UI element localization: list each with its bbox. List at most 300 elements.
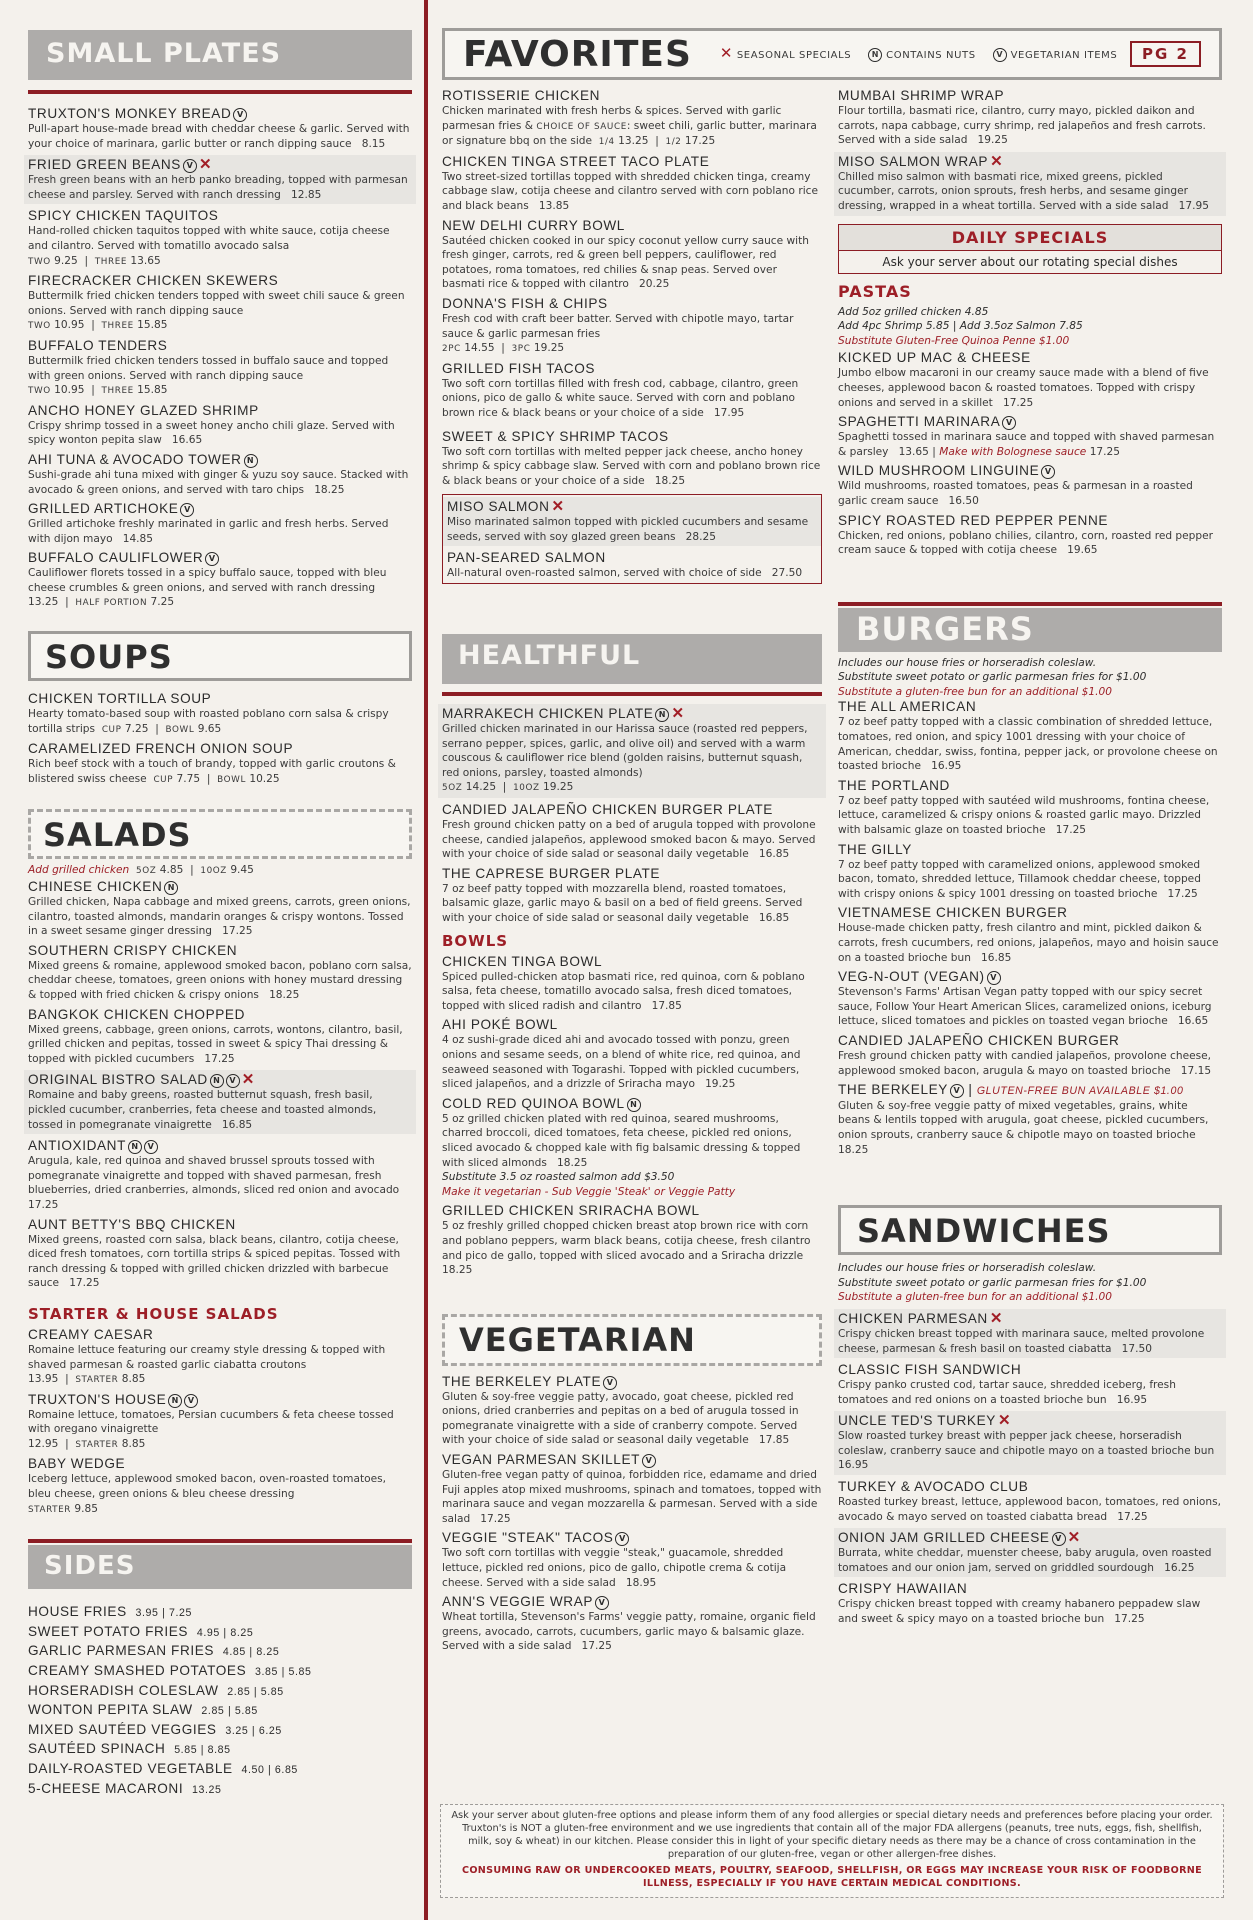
- vegetarian-icon: V: [987, 971, 1001, 985]
- menu-text: MIXED SAUTÉED VEGGIES: [28, 1721, 217, 1737]
- menu-item: [442, 866, 822, 926]
- highlight-row: [834, 1309, 1226, 1358]
- menu-item: [28, 1456, 412, 1517]
- menu-text: 13.25: [28, 596, 59, 609]
- menu-text: 18.25: [269, 989, 300, 1001]
- menu-text: Sushi-grade ahi tuna mixed with ginger & yuzu soy sauce. Stacked with avocado & green onions, and served with taro chips: [28, 468, 409, 496]
- menu-text: Chicken marinated with fresh herbs & spices. Served with garlic parmesan fries &: [442, 105, 782, 132]
- menu-text: SEASONAL SPECIALS: [736, 49, 852, 61]
- menu-item: [442, 218, 822, 292]
- menu-text: Grilled chicken, Napa cabbage and mixed greens, carrots, green onions, cilantro, toasted almonds, mandarin oranges & crispy wontons. Tossed in a sweet sesame ginger dressing: [28, 896, 411, 938]
- item-description: [838, 715, 1222, 773]
- menu-text: 3.85 | 5.85: [255, 1666, 312, 1679]
- item-description: [838, 1546, 1222, 1575]
- menu-text: TWO: [28, 321, 51, 332]
- item-name: [28, 1682, 412, 1702]
- item-name: [838, 463, 1222, 479]
- menu-text: 10.95: [54, 319, 85, 332]
- menu-text: VEGGIE "STEAK" TACOS: [442, 1530, 614, 1546]
- item-name: [442, 1096, 822, 1112]
- item-description: [28, 1023, 412, 1067]
- menu-text: Substitute 3.5 oz roasted salmon add $3.50: [442, 1171, 675, 1184]
- nuts-icon: N: [627, 1098, 641, 1112]
- menu-text: Miso marinated salmon topped with pickled cucumbers and sesame seeds, served with soy glazed green beans: [447, 516, 809, 543]
- menu-text: SWEET & SPICY SHRIMP TACOS: [442, 428, 669, 444]
- menu-text: 1/2: [665, 137, 682, 148]
- item-description: [838, 529, 1222, 558]
- menu-text: Includes our house fries or horseradish coleslaw.: [838, 1262, 1097, 1275]
- item-description: [442, 1112, 822, 1170]
- menu-text: COLD RED QUINOA BOWL: [442, 1095, 625, 1111]
- menu-text: 8.85: [121, 1437, 146, 1450]
- menu-text: 2.85 | 5.85: [201, 1705, 258, 1718]
- daily-specials-text: Ask your server about our rotating special dishes: [839, 250, 1221, 273]
- menu-text: Romaine and baby greens, roasted butternut squash, fresh basil, pickled cucumber, cranberries, feta cheese and toasted almonds, tossed in pomegranate vinaigrette: [28, 1089, 377, 1131]
- item-description: [28, 122, 412, 151]
- menu-item: [28, 741, 412, 787]
- item-name: [28, 1392, 412, 1408]
- item-name: [28, 1072, 412, 1088]
- menu-text: 19.65: [1067, 544, 1098, 557]
- item-description: [442, 1468, 822, 1526]
- menu-text: BURGERS: [856, 609, 1034, 648]
- menu-text: GRILLED CHICKEN SRIRACHA BOWL: [442, 1203, 700, 1219]
- menu-text: Mixed greens & romaine, applewood smoked bacon, poblano corn salsa, cheddar cheese, tomatoes, green onions with honey mustard dressing & topped with fried chicken & crispy onions: [28, 959, 412, 1001]
- daily-specials-box: [838, 224, 1222, 274]
- item-description: [838, 921, 1222, 965]
- menu-text: 4.85: [159, 864, 184, 877]
- item-name: [28, 1780, 412, 1800]
- item-description: [442, 1610, 822, 1654]
- item-description: [838, 366, 1222, 410]
- menu-text: 17.25: [1089, 445, 1121, 458]
- menu-text: 18.25: [314, 483, 345, 496]
- small-plates-header: [28, 30, 412, 80]
- menu-text: 12.95: [28, 1437, 59, 1450]
- menu-text: 14.85: [122, 532, 154, 545]
- menu-text: CANDIED JALAPEÑO CHICKEN BURGER: [838, 1032, 1120, 1048]
- menu-text: Includes our house fries or horseradish coleslaw.: [838, 656, 1097, 669]
- menu-text: 16.85: [758, 848, 790, 861]
- sandwiches-header: [838, 1205, 1222, 1255]
- seasonal-icon: ✕: [719, 43, 734, 62]
- right-column: [838, 0, 1222, 1631]
- highlight-row: [834, 1528, 1226, 1577]
- menu-text: 17.95: [713, 406, 745, 419]
- menu-text: VEGETARIAN ITEMS: [1010, 49, 1118, 61]
- menu-text: VEG-N-OUT (VEGAN): [838, 969, 985, 985]
- vegetarian-icon: V: [144, 1140, 158, 1154]
- favorites-list: [442, 88, 822, 584]
- item-description: TWO 10.95 | THREE 15.85: [28, 384, 168, 397]
- menu-text: UNCLE TED'S TURKEY: [838, 1413, 996, 1429]
- nuts-icon: N: [655, 708, 669, 722]
- item-name: [28, 1623, 412, 1643]
- menu-text: 3.95 | 7.25: [135, 1607, 192, 1620]
- nuts-icon: N: [868, 48, 882, 62]
- item-name: [838, 1413, 1222, 1429]
- item-name: [442, 1452, 822, 1468]
- menu-text: CHICKEN TINGA BOWL: [442, 953, 603, 969]
- menu-text: CONSUMING RAW OR UNDERCOOKED MEATS, POULTRY, SEAFOOD, SHELLFISH, OR EGGS MAY INCREASE YOUR RISK OF FOODBORNE ILLNESS, ESPECIALLY IF YOU HAVE CERTAIN MEDICAL CONDITIONS.: [462, 1865, 1202, 1889]
- menu-item: [28, 943, 412, 1003]
- item-description: [442, 445, 822, 489]
- menu-text: Chilled miso salmon with basmati rice, mixed greens, pickled cucumber, carrots, onion sprouts, fresh herbs, and sesame ginger dressing, wrapped in a wheat tortilla. Served with a side salad: [838, 170, 1188, 212]
- item-description: [838, 1049, 1222, 1078]
- item-description: [447, 515, 817, 544]
- starter-header: STARTER & HOUSE SALADS: [28, 1304, 279, 1323]
- menu-text: SOUTHERN CRISPY CHICKEN: [28, 942, 238, 958]
- menu-text: Arugula, kale, red quinoa and shaved brussel sprouts tossed with pomegranate vinaigrette and topped with shaved parmesan, fresh blueberries, dried cranberries, almonds, sliced red onion and avocado: [28, 1155, 400, 1197]
- menu-text: FIRECRACKER CHICKEN SKEWERS: [28, 273, 279, 289]
- item-description: 12.95 | STARTER 8.85: [28, 1437, 146, 1450]
- menu-item: [838, 842, 1222, 902]
- menu-text: Chicken, red onions, poblano chilies, cilantro, corn, roasted red pepper cream sauce & topped with cotija cheese: [838, 529, 1214, 557]
- item-description: [28, 468, 412, 497]
- menu-text: 16.85: [221, 1118, 253, 1131]
- menu-text: 13.25: [192, 1783, 222, 1796]
- menu-text: 8.85: [121, 1373, 146, 1386]
- menu-text: Crispy panko crusted cod, tartar sauce, shredded iceberg, fresh tomatoes and red onions on a toasted brioche bun: [838, 1379, 1176, 1406]
- menu-text: Romaine lettuce, tomatoes, Persian cucumbers & feta cheese tossed with oregano vinaigrette: [28, 1408, 394, 1436]
- menu-text: Cauliflower florets tossed in a spicy buffalo sauce, topped with bleu cheese crumbles & green onions, and served with ranch dressing: [28, 567, 387, 594]
- sandwiches-list: [838, 1261, 1222, 1627]
- vegetarian-header: [442, 1314, 822, 1366]
- menu-item: [838, 414, 1222, 459]
- menu-text: AHI POKÉ BOWL: [442, 1017, 558, 1033]
- item-name: [838, 969, 1222, 985]
- menu-text: Substitute sweet potato or garlic parmesan fries for $1.00: [838, 1276, 1147, 1289]
- vegetarian-icon: V: [184, 1394, 198, 1408]
- item-name: [442, 706, 822, 722]
- menu-item: [838, 350, 1222, 410]
- menu-item: [838, 88, 1222, 148]
- menu-text: 16.65: [171, 434, 203, 447]
- menu-text: 7 oz beef patty topped with caramelized onions, applewood smoked bacon, tomato, shredded lettuce, Tillamook cheddar cheese, topped with crispy onions & spicy 1001 dressing on toasted brioche: [838, 858, 1201, 900]
- menu-text: 4.95 | 8.25: [196, 1626, 254, 1639]
- menu-item: [442, 361, 822, 421]
- menu-text: SIDES: [44, 1551, 136, 1582]
- vegetarian-icon: V: [993, 48, 1007, 62]
- menu-text: Iceberg lettuce, applewood smoked bacon, oven-roasted tomatoes, bleu cheese, green onions & bleu cheese dressing: [28, 1473, 386, 1501]
- menu-item: [442, 1096, 822, 1200]
- menu-item: [838, 905, 1222, 965]
- menu-text: THE BERKELEY: [838, 1082, 948, 1098]
- menu-text: 17.25: [1114, 1613, 1145, 1626]
- item-name: [28, 106, 412, 122]
- bowls-header: BOWLS: [442, 931, 509, 950]
- menu-text: 17.25: [1002, 396, 1034, 409]
- menu-item: [838, 1362, 1222, 1407]
- menu-text: VEGETARIAN: [459, 1320, 696, 1359]
- menu-text: ONION JAM GRILLED CHEESE: [838, 1530, 1050, 1546]
- pastas-header: PASTAS: [838, 281, 912, 301]
- menu-text: HALF PORTION: [75, 598, 148, 609]
- middle-column: [442, 0, 822, 1658]
- menu-text: 8.15: [361, 137, 386, 150]
- menu-text: 17.85: [651, 999, 682, 1012]
- menu-text: Grilled artichoke freshly marinated in garlic and fresh herbs. Served with dijon mayo: [28, 518, 389, 545]
- menu-text: 19.25: [543, 781, 574, 794]
- menu-text: Rich beef stock with a touch of brandy, topped with garlic croutons & blistered swiss cheese: [28, 758, 396, 785]
- menu-text: 19.25: [977, 134, 1008, 147]
- item-description: [28, 959, 412, 1003]
- sides-header: [28, 1545, 412, 1589]
- menu-text: 17.25: [581, 1640, 612, 1653]
- item-name: THE BERKELEY V | GLUTEN-FREE BUN AVAILABLE $1.00: [838, 1082, 1184, 1098]
- menu-text: Add grilled chicken: [28, 864, 130, 877]
- menu-text: Substitute a gluten-free bun for an additional $1.00: [838, 1291, 1112, 1304]
- menu-text: THE ALL AMERICAN: [838, 699, 977, 715]
- item-name: [442, 1374, 822, 1390]
- red-bar: [28, 90, 412, 94]
- menu-text: 1/4: [598, 137, 615, 148]
- menu-text: Hearty tomato-based soup with roasted poblano corn salsa & crispy tortilla strips: [28, 708, 389, 735]
- menu-text: 13.65: [898, 445, 929, 458]
- menu-text: 13.95: [28, 1373, 59, 1386]
- item-description: [442, 1033, 822, 1091]
- highlight-row: [24, 1070, 416, 1134]
- menu-text: CHINESE CHICKEN: [28, 879, 163, 895]
- menu-text: CREAMY SMASHED POTATOES: [28, 1663, 247, 1679]
- menu-text: Fresh green beans with an herb panko breading, topped with parmesan cheese and parsley. Served with ranch dressing: [28, 174, 408, 201]
- menu-text: Sautéed chicken cooked in our spicy coconut yellow curry sauce with fresh ginger, carrots, red & green bell peppers, cauliflower, red potatoes, roma tomatoes, red chilies & snap peas. Served over basmati rice & topped with cilantro: [442, 234, 809, 291]
- pastas-list: [838, 305, 1222, 558]
- menu-text: SOUPS: [45, 638, 173, 677]
- vegetarian-icon: V: [595, 1596, 609, 1610]
- menu-text: 17.25: [1117, 1510, 1148, 1523]
- menu-text: 14.25: [465, 781, 497, 794]
- menu-text: Fresh cod with craft beer batter. Served with chipotle mayo, tartar sauce & garlic parmesan fries: [442, 312, 794, 340]
- menu-item: [28, 879, 412, 939]
- menu-text: BABY WEDGE: [28, 1456, 126, 1472]
- menu-text: 7 oz beef patty topped with sautéed wild mushrooms, fontina cheese, lettuce, caramelized & crispy onions & roasted garlic mayo. Drizzled with balsamic glaze on toasted brioche: [838, 794, 1210, 837]
- item-name: [28, 879, 412, 895]
- menu-item: [442, 429, 822, 489]
- vegetarian-icon: V: [205, 552, 219, 566]
- item-name: [442, 1530, 822, 1546]
- item-name: [28, 157, 412, 173]
- menu-text: Mixed greens, roasted corn salsa, black beans, cilantro, cotija cheese, diced fresh tomatoes, corn tortilla strips & spiced pepitas. Tossed with ranch dressing & topped with grilled chicken drizzled with barbecue sauce: [28, 1233, 401, 1290]
- menu-item: [442, 802, 822, 862]
- menu-text: GRILLED FISH TACOS: [442, 360, 596, 376]
- item-description: [28, 1088, 412, 1132]
- item-description: Chicken marinated with fresh herbs & spices. Served with garlic parmesan fries & CHOICE OF SAUCE: sweet chili, garlic butter, marinara or signature bbq on the side 1/4 13.25 | 1/2 17.25: [442, 105, 817, 148]
- sides-list: [28, 1603, 412, 1799]
- menu-text: CREAMY CAESAR: [28, 1326, 154, 1342]
- item-description: [28, 1154, 412, 1212]
- menu-text: CHOICE OF SAUCE: [536, 121, 627, 132]
- menu-text: NEW DELHI CURRY BOWL: [442, 217, 625, 233]
- menu-text: 20.25: [638, 278, 670, 291]
- seasonal-icon: ✕: [1067, 1529, 1081, 1547]
- menu-item: [28, 1217, 412, 1291]
- menu-text: Fresh ground chicken patty on a bed of arugula topped with provolone cheese, candied jalapeños, applewood smoked bacon & mayo. Served with your choice of side salad or seasonal daily vegetable: [442, 819, 816, 861]
- seasonal-icon: ✕: [241, 1071, 255, 1089]
- page-number: PG 2: [1130, 41, 1201, 67]
- menu-item: [28, 501, 412, 546]
- menu-text: Two soft corn tortillas with veggie "steak," guacamole, shredded lettuce, pickled red onions, pico de gallo, chipotle crema & cotija cheese. Served with a side salad: [442, 1547, 787, 1589]
- item-description: [28, 1233, 412, 1291]
- menu-text: THREE: [101, 386, 134, 397]
- menu-item: [442, 1017, 822, 1091]
- menu-text: 17.25: [1055, 824, 1087, 837]
- menu-text: : sweet chili, garlic butter, marinara or signature bbq on the side: [442, 119, 817, 148]
- menu-text: 12.85: [291, 188, 322, 201]
- menu-text: Fresh ground chicken patty with candied jalapeños, provolone cheese, applewood smoked bacon, arugula & mayo on toasted brioche: [838, 1049, 1212, 1077]
- menu-text: 7 oz beef patty topped with a classic combination of shredded lettuce, tomatoes, red onion, and spicy 1001 dressing with your choice of American, cheddar, swiss, fontina, pepper jack, or provolone cheese on toasted brioche: [838, 716, 1218, 773]
- menu-text: STARTER: [75, 1375, 119, 1386]
- nuts-icon: N: [168, 1394, 182, 1408]
- salads-list: [28, 863, 412, 1290]
- menu-text: Gluten-free vegan patty of quinoa, forbidden rice, edamame and dried Fuji apples atop mixed mushrooms, spinach and tomatoes, topped with marinara sauce and vegan mozzarella & parmesan. Served with a side salad: [442, 1469, 822, 1525]
- item-description: [442, 170, 822, 214]
- menu-text: WONTON PEPITA SLAW: [28, 1702, 193, 1718]
- menu-text: ANCHO HONEY GLAZED SHRIMP: [28, 402, 259, 418]
- menu-text: 16.95: [931, 760, 962, 773]
- menu-text: THE CAPRESE BURGER PLATE: [442, 865, 661, 881]
- menu-text: 17.25: [222, 925, 253, 938]
- menu-text: DAILY-ROASTED VEGETABLE: [28, 1761, 233, 1776]
- item-description: [28, 517, 412, 546]
- item-name: [28, 452, 412, 468]
- vegetarian-icon: V: [180, 503, 194, 517]
- small-plates-list: [28, 106, 412, 611]
- item-description: TWO 10.95 | THREE 15.85: [28, 319, 168, 332]
- menu-text: THE PORTLAND: [838, 777, 950, 793]
- menu-text: SAUTÉED SPINACH: [28, 1741, 166, 1757]
- item-description: [838, 104, 1222, 148]
- item-description: 13.95 | STARTER 8.85: [28, 1373, 146, 1386]
- menu-text: ANN'S VEGGIE WRAP: [442, 1594, 594, 1610]
- item-description: [838, 794, 1222, 838]
- menu-text: HEALTHFUL: [458, 640, 641, 672]
- menu-text: Pull-apart house-made bread with cheddar cheese & garlic. Served with your choice of marinara, garlic butter or ranch dipping sauce: [28, 123, 410, 150]
- menu-text: HOUSE FRIES: [28, 1604, 127, 1620]
- menu-text: VEGAN PARMESAN SKILLET: [442, 1452, 641, 1468]
- item-description: [838, 1597, 1222, 1626]
- menu-text: 3PC: [511, 344, 531, 355]
- menu-text: 7.75: [176, 772, 201, 785]
- left-column: [28, 0, 412, 1799]
- seasonal-icon: ✕: [671, 705, 685, 723]
- menu-text: 5 oz grilled chicken plated with red quinoa, seared mushrooms, charred broccoli, diced tomatoes, feta cheese, pickled red onions, sliced avocado & chopped kale with fig balsamic dressing & topped with sliced almonds: [442, 1112, 801, 1169]
- menu-text: Substitute sweet potato or garlic parmesan fries for $1.00: [838, 671, 1147, 684]
- menu-text: VIETNAMESE CHICKEN BURGER: [838, 905, 1068, 921]
- menu-text: BUFFALO CAULIFLOWER: [28, 550, 204, 566]
- menu-item: [838, 1479, 1222, 1524]
- menu-item: [28, 1327, 412, 1388]
- vegetarian-icon: V: [615, 1532, 629, 1546]
- item-description: Rich beef stock with a touch of brandy, topped with garlic croutons & blistered swiss cheese CUP 7.75 | BOWL 10.25: [28, 758, 396, 785]
- menu-text: 13.85: [538, 199, 570, 212]
- menu-text: Mixed greens, cabbage, green onions, carrots, wontons, cilantro, basil, grilled chicken and pepitas, tossed in sweet & spicy Thai dressing & topped with pickled cucumbers: [28, 1023, 403, 1065]
- menu-item: [442, 1452, 822, 1526]
- menu-text: Buttermilk fried chicken tenders topped with sweet chili sauce & green onions. Served with ranch dipping sauce: [28, 290, 405, 317]
- vegetarian-icon: V: [233, 108, 247, 122]
- menu-text: THREE: [94, 256, 128, 267]
- menu-text: 2.85 | 5.85: [227, 1685, 284, 1698]
- burgers-list: [838, 656, 1222, 1157]
- menu-item: [28, 338, 412, 399]
- menu-text: Flour tortilla, basmati rice, cilantro, curry mayo, pickled daikon and carrots, napa cabbage, curry shrimp, red jalapeños and fresh carrots. Served with a side salad: [838, 105, 1206, 147]
- highlight-row: [834, 152, 1226, 216]
- menu-text: Jumbo elbow macaroni in our creamy sauce made with a blend of five cheeses, applewood bacon & roasted tomatoes. Topped with crispy onions and served in a skillet: [838, 367, 1209, 409]
- menu-text: SALADS: [43, 816, 192, 855]
- item-description: [442, 1546, 822, 1590]
- menu-text: Roasted turkey breast, lettuce, applewood bacon, tomatoes, red onions, avocado & mayo served on toasted ciabatta bread: [838, 1496, 1221, 1523]
- item-description: [838, 1099, 1222, 1157]
- soups-header: [28, 631, 412, 681]
- seasonal-icon: ✕: [198, 156, 213, 174]
- menu-text: TRUXTON'S MONKEY BREAD: [28, 106, 232, 121]
- menu-text: Substitute Gluten-Free Quinoa Penne $1.00: [838, 334, 1070, 347]
- menu-text: THE BERKELEY PLATE: [442, 1373, 602, 1389]
- menu-text: CUP: [153, 774, 174, 785]
- menu-text: GLUTEN-FREE BUN AVAILABLE $1.00: [976, 1085, 1184, 1098]
- menu-text: Make it vegetarian - Sub Veggie 'Steak' or Veggie Patty: [442, 1185, 736, 1198]
- item-description: Hearty tomato-based soup with roasted poblano corn salsa & crispy tortilla strips CUP 7.25 | BOWL 9.65: [28, 708, 389, 735]
- menu-text: Crispy chicken breast topped with marinara sauce, melted provolone cheese, parmesan & fresh basil on toasted ciabatta: [838, 1327, 1205, 1355]
- menu-item: [442, 1203, 822, 1277]
- menu-item: [442, 1374, 822, 1448]
- item-description: [442, 1219, 822, 1277]
- menu-text: 16.95: [838, 1459, 869, 1472]
- menu-text: SPAGHETTI MARINARA: [838, 414, 1001, 430]
- daily-specials-title: DAILY SPECIALS: [839, 225, 1221, 250]
- menu-text: CLASSIC FISH SANDWICH: [838, 1362, 1022, 1378]
- menu-text: Spiced pulled-chicken atop basmati rice, red quinoa, corn & poblano salsa, feta cheese, tomatillo avocado salsa, fresh diced tomatoes, topped with sliced radish and cilantro: [442, 970, 805, 1012]
- menu-text: 7 oz beef patty topped with mozzarella blend, roasted tomatoes, balsamic glaze, garlic mayo & basil on a bed of field greens. Served with your choice of side salad or seasonal daily vegetable: [442, 882, 803, 924]
- menu-text: 9.65: [197, 722, 222, 735]
- item-description: Add grilled chicken 5OZ 4.85 | 10OZ 9.45: [28, 864, 254, 877]
- menu-text: CHICKEN TINGA STREET TACO PLATE: [442, 153, 710, 169]
- vegetarian-icon: V: [950, 1084, 964, 1098]
- menu-text: GRILLED ARTICHOKE: [28, 501, 179, 517]
- menu-item: [28, 691, 412, 737]
- menu-text: 16.85: [981, 951, 1012, 964]
- menu-text: 19.25: [705, 1078, 736, 1091]
- menu-text: 17.25: [684, 135, 716, 148]
- menu-text: MISO SALMON: [447, 499, 550, 515]
- item-name: [447, 499, 817, 515]
- menu-item: [838, 969, 1222, 1029]
- menu-text: Buttermilk fried chicken tenders tossed in buffalo sauce and topped with green onions. Served with ranch dipping sauce: [28, 354, 389, 382]
- item-name: [28, 1642, 412, 1662]
- vegetarian-icon: V: [1041, 465, 1055, 479]
- item-name: [28, 1603, 412, 1623]
- item-description: [442, 818, 822, 862]
- menu-text: Two soft corn tortillas filled with fresh cod, cabbage, cilantro, green onions, pico de gallo & white sauce. Served with corn and poblano brown rice & black beans or your choice of a side: [442, 377, 799, 419]
- menu-text: 17.15: [1180, 1064, 1212, 1077]
- vegetarian-icon: V: [603, 1376, 617, 1390]
- menu-text: 10.95: [54, 384, 85, 397]
- item-description: Cauliflower florets tossed in a spicy buffalo sauce, topped with bleu cheese crumbles & green onions, and served with ranch dressing 13.25 | HALF PORTION 7.25: [28, 567, 387, 609]
- menu-text: Slow roasted turkey breast with pepper jack cheese, horseradish coleslaw, cranberry sauce and chipotle mayo on a toasted brioche bun: [838, 1430, 1215, 1457]
- red-bar: [838, 602, 1222, 606]
- menu-text: 5OZ: [136, 866, 157, 877]
- menu-text: CHICKEN PARMESAN: [838, 1310, 988, 1326]
- item-description: [28, 1502, 412, 1518]
- menu-text: CARAMELIZED FRENCH ONION SOUP: [28, 741, 294, 757]
- menu-text: 17.95: [1178, 199, 1209, 212]
- menu-item: [28, 550, 412, 611]
- menu-text: Wheat tortilla, Stevenson's Farms' veggie patty, romaine, organic field greens, avocado, carrots, cucumbers, garlic mayo & balsamic glaze. Served with a side salad: [442, 1611, 816, 1653]
- menu-item: [838, 513, 1222, 558]
- item-description: [447, 566, 817, 581]
- menu-text: 17.25: [204, 1052, 235, 1065]
- red-bar: [28, 1539, 412, 1543]
